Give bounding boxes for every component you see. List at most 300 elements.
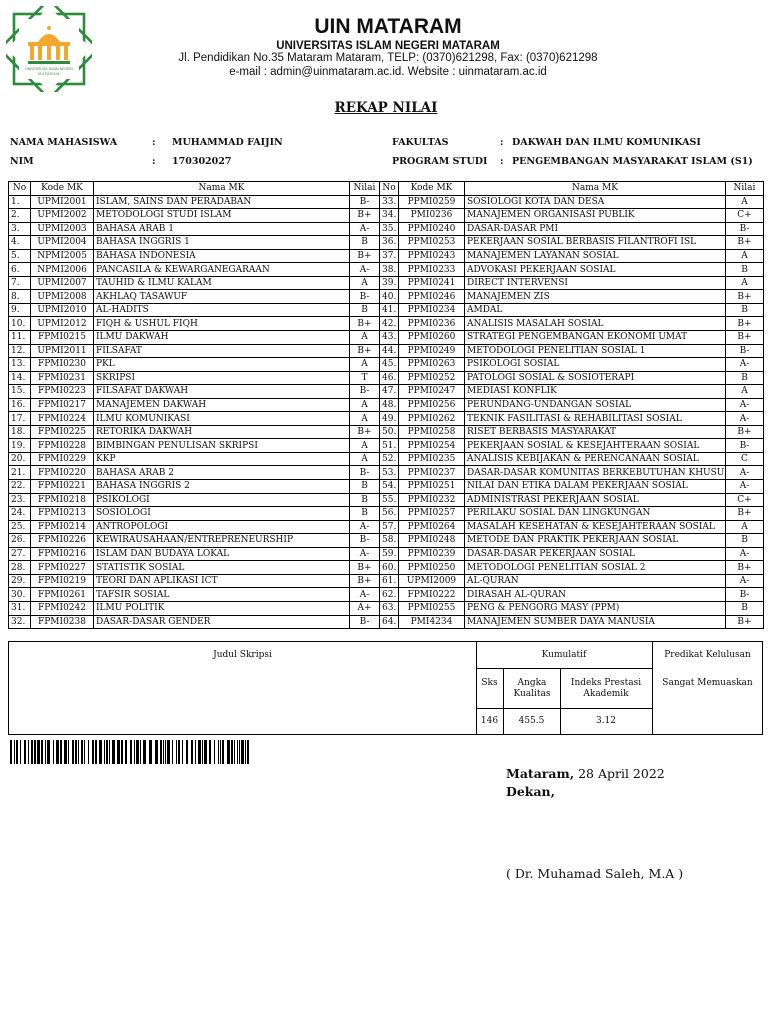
row-number: 64. xyxy=(380,615,399,629)
course-grade: A xyxy=(726,520,764,534)
course-code: UPMI2003 xyxy=(31,222,94,236)
course-name: PERUNDANG-UNDANGAN SOSIAL xyxy=(465,398,726,412)
row-number: 28. xyxy=(9,561,31,575)
course-name: KEWIRAUSAHAAN/ENTREPRENEURSHIP xyxy=(94,534,350,548)
course-code: PMI4234 xyxy=(399,615,465,629)
row-number: 18. xyxy=(9,425,31,439)
row-number: 17. xyxy=(9,412,31,426)
row-number: 38. xyxy=(380,263,399,277)
course-name: RETORIKA DAKWAH xyxy=(94,425,350,439)
course-code: PPMI0249 xyxy=(399,344,465,358)
header-course-name: Nama MK xyxy=(94,182,350,196)
course-grade: B- xyxy=(350,534,380,548)
course-code: PPMI0235 xyxy=(399,452,465,466)
course-grade: C xyxy=(726,452,764,466)
row-number: 63. xyxy=(380,601,399,615)
row-number: 33. xyxy=(380,195,399,209)
course-name: PEKERJAAN SOSIAL BERBASIS FILANTROFI ISL xyxy=(465,236,726,250)
course-name: ILMU KOMUNIKASI xyxy=(94,412,350,426)
cumulative-label: Kumulatif xyxy=(541,650,587,660)
institution-address: Jl. Pendidikan No.35 Mataram Mataram, TELP: (0370)621298, Fax: (0370)621298 xyxy=(178,52,598,64)
barcode-icon xyxy=(10,740,252,764)
course-name: ANALISIS MASALAH SOSIAL xyxy=(465,317,726,331)
course-code: PPMI0248 xyxy=(399,534,465,548)
course-code: FPMI0225 xyxy=(31,425,94,439)
row-number: 37. xyxy=(380,249,399,263)
course-code: FPMI0230 xyxy=(31,358,94,372)
row-number: 61. xyxy=(380,574,399,588)
course-name: AL-QURAN xyxy=(465,574,726,588)
svg-text:MATARAM: MATARAM xyxy=(38,72,60,76)
separator: : xyxy=(500,156,504,167)
course-code: PPMI0259 xyxy=(399,195,465,209)
row-number: 59. xyxy=(380,547,399,561)
course-code: UPMI2001 xyxy=(31,195,94,209)
institution-name: UIN MATARAM xyxy=(314,15,462,38)
course-grade: A xyxy=(726,249,764,263)
course-name: TEKNIK FASILITASI & REHABILITASI SOSIAL xyxy=(465,412,726,426)
course-name: MANAJEMEN SUMBER DAYA MANUSIA xyxy=(465,615,726,629)
row-number: 32. xyxy=(9,615,31,629)
row-number: 29. xyxy=(9,574,31,588)
course-name: DASAR-DASAR PEKERJAAN SOSIAL xyxy=(465,547,726,561)
course-name: FILSAFAT xyxy=(94,344,350,358)
course-grade: A xyxy=(350,398,380,412)
header-course-code: Kode MK xyxy=(31,182,94,196)
course-name: ANTROPOLOGI xyxy=(94,520,350,534)
row-number: 47. xyxy=(380,385,399,399)
course-grade: B+ xyxy=(726,425,764,439)
table-row xyxy=(9,425,764,439)
course-code: PPMI0250 xyxy=(399,561,465,575)
gpa-value: 3.12 xyxy=(595,716,617,726)
course-grade: A- xyxy=(350,547,380,561)
course-name: BAHASA INDONESIA xyxy=(94,249,350,263)
row-number: 20. xyxy=(9,452,31,466)
course-grade: A- xyxy=(726,412,764,426)
gpa-label: Indeks Prestasi Akademik xyxy=(570,678,642,699)
signature-role: Dekan, xyxy=(506,784,555,799)
course-code: FPMI0224 xyxy=(31,412,94,426)
table-row xyxy=(9,520,764,534)
course-code: PPMI0260 xyxy=(399,331,465,345)
predicate-label: Predikat Kelulusan xyxy=(664,650,751,660)
course-name: DIRECT INTERVENSI xyxy=(465,276,726,290)
course-grade: B- xyxy=(350,385,380,399)
course-code: FPMI0213 xyxy=(31,507,94,521)
nim-label: NIM xyxy=(10,156,34,167)
course-grade: B- xyxy=(350,466,380,480)
course-code: FPMI0228 xyxy=(31,439,94,453)
table-row xyxy=(9,547,764,561)
course-name: MANAJEMEN DAKWAH xyxy=(94,398,350,412)
course-code: PPMI0254 xyxy=(399,439,465,453)
row-number: 26. xyxy=(9,534,31,548)
course-grade: A xyxy=(350,358,380,372)
row-number: 10. xyxy=(9,317,31,331)
course-name: STATISTIK SOSIAL xyxy=(94,561,350,575)
row-number: 53. xyxy=(380,466,399,480)
course-grade: B- xyxy=(350,195,380,209)
table-row xyxy=(9,439,764,453)
table-row xyxy=(9,601,764,615)
header-course-code: Kode MK xyxy=(399,182,465,196)
table-row xyxy=(9,303,764,317)
separator: : xyxy=(152,137,156,148)
course-grade: B+ xyxy=(350,249,380,263)
course-name: AL-HADITS xyxy=(94,303,350,317)
row-number: 22. xyxy=(9,480,31,494)
row-number: 2. xyxy=(9,209,31,223)
row-number: 11. xyxy=(9,331,31,345)
course-name: ADVOKASI PEKERJAAN SOSIAL xyxy=(465,263,726,277)
course-name: SOSIOLOGI xyxy=(94,507,350,521)
quality-points-label: Angka Kualitas xyxy=(513,678,551,699)
course-code: NPMI2005 xyxy=(31,249,94,263)
row-number: 25. xyxy=(9,520,31,534)
course-name: PANCASILA & KEWARGANEGARAAN xyxy=(94,263,350,277)
course-name: BAHASA ARAB 2 xyxy=(94,466,350,480)
row-number: 27. xyxy=(9,547,31,561)
course-grade: B+ xyxy=(726,290,764,304)
course-grade: A xyxy=(726,195,764,209)
course-name: TEORI DAN APLIKASI ICT xyxy=(94,574,350,588)
table-row xyxy=(9,398,764,412)
course-code: PPMI0234 xyxy=(399,303,465,317)
table-row xyxy=(9,412,764,426)
course-grade: A- xyxy=(726,398,764,412)
course-name: PENG & PENGORG MASY (PPM) xyxy=(465,601,726,615)
course-code: FPMI0261 xyxy=(31,588,94,602)
course-grade: A xyxy=(350,452,380,466)
row-number: 12. xyxy=(9,344,31,358)
course-grade: B xyxy=(726,601,764,615)
grades-table xyxy=(8,181,764,629)
course-code: FPMI0215 xyxy=(31,331,94,345)
course-grade: B+ xyxy=(350,561,380,575)
course-name: METODOLOGI PENELITIAN SOSIAL 1 xyxy=(465,344,726,358)
row-number: 5. xyxy=(9,249,31,263)
course-grade: A xyxy=(350,276,380,290)
program-label: PROGRAM STUDI xyxy=(392,156,488,167)
course-grade: B xyxy=(350,303,380,317)
course-grade: B+ xyxy=(350,209,380,223)
course-code: PPMI0243 xyxy=(399,249,465,263)
row-number: 30. xyxy=(9,588,31,602)
table-header-row xyxy=(9,182,764,196)
course-name: METODE DAN PRAKTIK PEKERJAAN SOSIAL xyxy=(465,534,726,548)
course-name: FIQH & USHUL FIQH xyxy=(94,317,350,331)
row-number: 1. xyxy=(9,195,31,209)
table-row xyxy=(9,236,764,250)
course-name: DASAR-DASAR GENDER xyxy=(94,615,350,629)
course-grade: B+ xyxy=(350,574,380,588)
table-row xyxy=(9,480,764,494)
row-number: 24. xyxy=(9,507,31,521)
row-number: 40. xyxy=(380,290,399,304)
course-name: ADMINISTRASI PEKERJAAN SOSIAL xyxy=(465,493,726,507)
course-name: BAHASA INGGRIS 1 xyxy=(94,236,350,250)
course-code: PPMI0252 xyxy=(399,371,465,385)
table-row xyxy=(9,385,764,399)
course-name: ILMU POLITIK xyxy=(94,601,350,615)
course-name: MANAJEMEN LAYANAN SOSIAL xyxy=(465,249,726,263)
row-number: 19. xyxy=(9,439,31,453)
course-code: PPMI0262 xyxy=(399,412,465,426)
course-code: PPMI0257 xyxy=(399,507,465,521)
course-code: FPMI0218 xyxy=(31,493,94,507)
course-code: PMI0236 xyxy=(399,209,465,223)
table-row xyxy=(9,466,764,480)
row-number: 3. xyxy=(9,222,31,236)
course-grade: B- xyxy=(726,344,764,358)
separator: : xyxy=(500,137,504,148)
sks-label: Sks xyxy=(481,678,498,688)
course-code: PPMI0237 xyxy=(399,466,465,480)
course-name: MEDIASI KONFLIK xyxy=(465,385,726,399)
course-name: ISLAM DAN BUDAYA LOKAL xyxy=(94,547,350,561)
course-code: UPMI2010 xyxy=(31,303,94,317)
row-number: 52. xyxy=(380,452,399,466)
table-row xyxy=(9,507,764,521)
row-number: 21. xyxy=(9,466,31,480)
faculty-label: FAKULTAS xyxy=(392,137,449,148)
course-code: FPMI0217 xyxy=(31,398,94,412)
program-value: PENGEMBANGAN MASYARAKAT ISLAM (S1) xyxy=(512,156,753,167)
row-number: 55. xyxy=(380,493,399,507)
course-grade: B xyxy=(350,507,380,521)
course-name: DASAR-DASAR PMI xyxy=(465,222,726,236)
course-grade: B- xyxy=(726,588,764,602)
course-code: PPMI0240 xyxy=(399,222,465,236)
row-number: 4. xyxy=(9,236,31,250)
document-title: REKAP NILAI xyxy=(334,100,438,116)
course-grade: A xyxy=(726,276,764,290)
course-grade: B xyxy=(726,371,764,385)
table-row xyxy=(9,561,764,575)
course-code: FPMI0227 xyxy=(31,561,94,575)
course-grade: A- xyxy=(726,480,764,494)
thesis-title-label: Judul Skripsi xyxy=(213,650,272,660)
table-row xyxy=(9,588,764,602)
course-grade: C+ xyxy=(726,493,764,507)
course-grade: B+ xyxy=(350,425,380,439)
course-code: FPMI0231 xyxy=(31,371,94,385)
row-number: 9. xyxy=(9,303,31,317)
course-code: PPMI0239 xyxy=(399,547,465,561)
row-number: 15. xyxy=(9,385,31,399)
signature-date: 28 April 2022 xyxy=(578,766,665,781)
header-course-name: Nama MK xyxy=(465,182,726,196)
table-row xyxy=(9,249,764,263)
course-grade: B+ xyxy=(726,331,764,345)
row-number: 14. xyxy=(9,371,31,385)
row-number: 44. xyxy=(380,344,399,358)
course-name: MANAJEMEN ORGANISASI PUBLIK xyxy=(465,209,726,223)
course-code: UPMI2007 xyxy=(31,276,94,290)
course-grade: A- xyxy=(350,588,380,602)
row-number: 46. xyxy=(380,371,399,385)
row-number: 57. xyxy=(380,520,399,534)
summary-box xyxy=(8,641,763,735)
course-code: UPMI2008 xyxy=(31,290,94,304)
course-grade: B xyxy=(350,480,380,494)
course-name: METODOLOGI STUDI ISLAM xyxy=(94,209,350,223)
signature-place-date xyxy=(506,766,665,781)
table-row xyxy=(9,344,764,358)
faculty-value: DAKWAH DAN ILMU KOMUNIKASI xyxy=(512,137,701,148)
student-name: MUHAMMAD FAIJIN xyxy=(172,137,283,148)
row-number: 23. xyxy=(9,493,31,507)
table-row xyxy=(9,574,764,588)
course-grade: B- xyxy=(350,615,380,629)
course-name: KKP xyxy=(94,452,350,466)
course-grade: B xyxy=(726,263,764,277)
course-grade: T xyxy=(350,371,380,385)
course-code: FPMI0229 xyxy=(31,452,94,466)
signature-name: ( Dr. Muhamad Saleh, M.A ) xyxy=(506,866,684,881)
row-number: 62. xyxy=(380,588,399,602)
course-name: TAFSIR SOSIAL xyxy=(94,588,350,602)
course-code: FPMI0223 xyxy=(31,385,94,399)
course-code: FPMI0214 xyxy=(31,520,94,534)
table-row xyxy=(9,317,764,331)
course-code: FPMI0221 xyxy=(31,480,94,494)
table-row xyxy=(9,222,764,236)
course-name: TAUHID & ILMU KALAM xyxy=(94,276,350,290)
course-name: ISLAM, SAINS DAN PERADABAN xyxy=(94,195,350,209)
course-name: PATOLOGI SOSIAL & SOSIOTERAPI xyxy=(465,371,726,385)
header-no: No xyxy=(380,182,399,196)
course-code: PPMI0263 xyxy=(399,358,465,372)
course-name: BAHASA ARAB 1 xyxy=(94,222,350,236)
course-code: PPMI0251 xyxy=(399,480,465,494)
row-number: 50. xyxy=(380,425,399,439)
course-name: MANAJEMEN ZIS xyxy=(465,290,726,304)
course-name: SKRIPSI xyxy=(94,371,350,385)
row-number: 56. xyxy=(380,507,399,521)
course-code: PPMI0236 xyxy=(399,317,465,331)
course-name: METODOLOGI PENELITIAN SOSIAL 2 xyxy=(465,561,726,575)
separator: : xyxy=(152,156,156,167)
table-row xyxy=(9,615,764,629)
course-name: DASAR-DASAR KOMUNITAS BERKEBUTUHAN KHUSU xyxy=(465,466,726,480)
table-row xyxy=(9,493,764,507)
course-grade: B xyxy=(726,303,764,317)
course-grade: B+ xyxy=(726,615,764,629)
course-grade: B+ xyxy=(350,344,380,358)
row-number: 31. xyxy=(9,601,31,615)
course-grade: B- xyxy=(350,290,380,304)
row-number: 35. xyxy=(380,222,399,236)
row-number: 51. xyxy=(380,439,399,453)
row-number: 16. xyxy=(9,398,31,412)
course-name: PERILAKU SOSIAL DAN LINGKUNGAN xyxy=(465,507,726,521)
course-name: PEKERJAAN SOSIAL & KESEJAHTERAAN SOSIAL xyxy=(465,439,726,453)
course-grade: B+ xyxy=(726,236,764,250)
course-code: UPMI2009 xyxy=(399,574,465,588)
course-grade: B+ xyxy=(726,561,764,575)
table-row xyxy=(9,290,764,304)
course-name: SOSIOLOGI KOTA DAN DESA xyxy=(465,195,726,209)
course-name: STRATEGI PENGEMBANGAN EKONOMI UMAT xyxy=(465,331,726,345)
row-number: 48. xyxy=(380,398,399,412)
course-code: UPMI2004 xyxy=(31,236,94,250)
course-name: BIMBINGAN PENULISAN SKRIPSI xyxy=(94,439,350,453)
course-grade: A- xyxy=(726,466,764,480)
course-code: PPMI0255 xyxy=(399,601,465,615)
course-name: BAHASA INGGRIS 2 xyxy=(94,480,350,494)
institution-full-name: UNIVERSITAS ISLAM NEGERI MATARAM xyxy=(276,40,500,52)
course-grade: C+ xyxy=(726,209,764,223)
course-name: MASALAH KESEHATAN & KESEJAHTERAAN SOSIAL xyxy=(465,520,726,534)
course-grade: B+ xyxy=(726,317,764,331)
course-code: UPMI2011 xyxy=(31,344,94,358)
course-name: AKHLAQ TASAWUF xyxy=(94,290,350,304)
course-grade: B xyxy=(350,236,380,250)
course-grade: A xyxy=(350,331,380,345)
course-grade: B xyxy=(350,493,380,507)
course-code: UPMI2002 xyxy=(31,209,94,223)
course-code: PPMI0253 xyxy=(399,236,465,250)
course-code: FPMI0219 xyxy=(31,574,94,588)
course-grade: A xyxy=(726,385,764,399)
row-number: 60. xyxy=(380,561,399,575)
course-grade: B- xyxy=(726,222,764,236)
row-number: 49. xyxy=(380,412,399,426)
svg-text:UNIVERSITAS ISLAM NEGERI: UNIVERSITAS ISLAM NEGERI xyxy=(25,67,73,71)
course-grade: A xyxy=(350,412,380,426)
course-name: AMDAL xyxy=(465,303,726,317)
course-name: FILSAFAT DAKWAH xyxy=(94,385,350,399)
course-grade: A xyxy=(350,439,380,453)
course-name: RISET BERBASIS MASYARAKAT xyxy=(465,425,726,439)
course-code: FPMI0226 xyxy=(31,534,94,548)
row-number: 41. xyxy=(380,303,399,317)
course-code: PPMI0246 xyxy=(399,290,465,304)
course-code: PPMI0264 xyxy=(399,520,465,534)
table-row xyxy=(9,263,764,277)
course-name: PKL xyxy=(94,358,350,372)
row-number: 8. xyxy=(9,290,31,304)
course-grade: A- xyxy=(726,574,764,588)
course-name: NILAI DAN ETIKA DALAM PEKERJAAN SOSIAL xyxy=(465,480,726,494)
course-grade: A+ xyxy=(350,601,380,615)
quality-points-value: 455.5 xyxy=(518,716,545,726)
header-grade: Nilai xyxy=(726,182,764,196)
course-code: PPMI0233 xyxy=(399,263,465,277)
course-code: PPMI0256 xyxy=(399,398,465,412)
row-number: 58. xyxy=(380,534,399,548)
row-number: 7. xyxy=(9,276,31,290)
graduation-predicate: Sangat Memuaskan xyxy=(662,678,753,688)
row-number: 45. xyxy=(380,358,399,372)
header-no: No xyxy=(9,182,31,196)
course-name: ANALISIS KEBIJAKAN & PERENCANAAN SOSIAL xyxy=(465,452,726,466)
course-code: NPMI2006 xyxy=(31,263,94,277)
table-row xyxy=(9,195,764,209)
course-code: FPMI0242 xyxy=(31,601,94,615)
row-number: 54. xyxy=(380,480,399,494)
institution-contact: e-mail : admin@uinmataram.ac.id. Website : uinmataram.ac.id xyxy=(229,66,547,78)
table-row xyxy=(9,358,764,372)
table-row xyxy=(9,209,764,223)
course-grade: B xyxy=(726,534,764,548)
course-grade: A- xyxy=(350,520,380,534)
course-name: PSIKOLOGI xyxy=(94,493,350,507)
course-code: PPMI0247 xyxy=(399,385,465,399)
nim-value: 170302027 xyxy=(172,156,232,167)
